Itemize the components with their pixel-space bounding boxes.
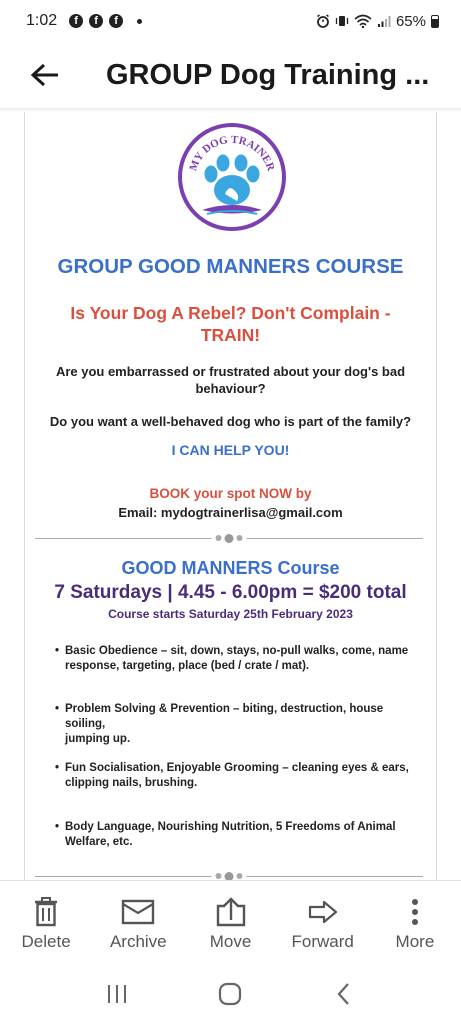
more-notifications-icon <box>137 19 142 24</box>
archive-button[interactable] <box>92 881 184 962</box>
status-time: 1:02 <box>26 12 58 29</box>
recent-apps-icon <box>105 983 129 1005</box>
logo-text: MY DOG TRAINER <box>187 133 277 173</box>
email-action-bar <box>0 880 461 962</box>
home-icon <box>218 982 242 1006</box>
rebel-headline <box>25 302 436 346</box>
list-item: • Basic Obedience – sit, down, stays, no-pull walks, come, name response, targeting, place (bed / crate / mat). <box>55 644 425 674</box>
question-1 <box>25 363 436 397</box>
signal-icon <box>377 14 391 28</box>
list-item: • Body Language, Nourishing Nutrition, 5 Freedoms of Animal Welfare, etc. <box>55 820 425 850</box>
section-divider <box>35 871 423 880</box>
app-bar <box>0 42 461 108</box>
wifi-icon <box>354 14 372 28</box>
course-heading: GROUP GOOD MANNERS COURSE <box>57 255 404 278</box>
course-title: GOOD MANNERS Course <box>121 558 340 578</box>
question-2: Do you want a well-behaved dog who is part of the family? <box>49 414 412 429</box>
course-schedule: 7 Saturdays | 4.45 - 6.00pm = $200 total <box>54 582 407 603</box>
trash-icon <box>32 897 60 927</box>
archive-label: Archive <box>109 932 167 951</box>
question-1-line-1: Are you embarrassed or frustrated about your dog's bad <box>55 364 406 379</box>
facebook-icon: f <box>89 14 103 28</box>
more-button[interactable] <box>369 881 461 962</box>
more-vertical-icon <box>410 897 420 927</box>
back-arrow-icon <box>30 63 60 87</box>
rebel-line-1: Is Your Dog A Rebel? Don't Complain - <box>70 303 391 323</box>
delete-button[interactable] <box>0 881 92 962</box>
move-button[interactable] <box>184 881 276 962</box>
move-label: Move <box>209 932 252 951</box>
facebook-icon: f <box>109 14 123 28</box>
battery-percent: 65% <box>395 12 426 30</box>
status-bar <box>0 0 461 42</box>
email-subject-title: GROUP Dog Training ... <box>106 58 430 91</box>
home-button[interactable] <box>200 974 260 1014</box>
forward-label: Forward <box>291 932 354 951</box>
system-navigation-bar <box>0 962 461 1025</box>
question-1-line-2: behaviour? <box>195 381 266 396</box>
section-divider <box>35 533 423 543</box>
forward-button[interactable] <box>277 881 369 962</box>
back-button[interactable] <box>10 45 80 105</box>
recent-apps-button[interactable] <box>87 974 147 1014</box>
list-item: • Fun Socialisation, Enjoyable Grooming – cleaning eyes & ears, clipping nails, brushing. <box>55 761 425 791</box>
course-start-date: Course starts Saturday 25th February 2023 <box>108 607 353 621</box>
forward-arrow-icon <box>307 900 339 924</box>
email-frame <box>24 112 437 880</box>
rebel-line-2: TRAIN! <box>200 325 261 345</box>
email-body-viewport[interactable] <box>0 112 461 880</box>
facebook-icon: f <box>69 14 83 28</box>
help-text: I CAN HELP YOU! <box>171 442 290 458</box>
my-dog-trainer-logo <box>177 122 287 232</box>
move-icon <box>215 896 247 928</box>
more-label: More <box>395 932 435 951</box>
vibrate-alarm-icon <box>335 14 349 28</box>
delete-label: Delete <box>21 932 71 951</box>
book-text: BOOK your spot NOW by <box>149 486 312 501</box>
list-item: • Problem Solving & Prevention – biting, destruction, house soiling, jumping up. <box>55 702 425 747</box>
battery-icon <box>431 15 439 28</box>
contact-email[interactable]: Email: mydogtrainerlisa@gmail.com <box>118 505 343 520</box>
chevron-left-icon <box>336 982 352 1006</box>
alarm-icon <box>316 14 330 28</box>
archive-icon <box>121 898 155 926</box>
system-back-button[interactable] <box>314 974 374 1014</box>
